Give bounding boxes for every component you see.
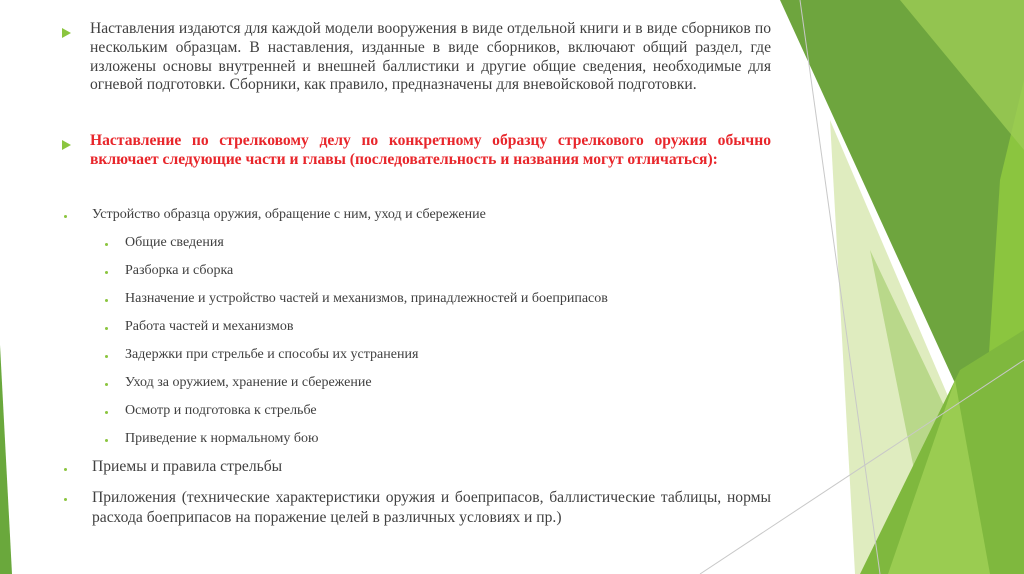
dot-bullet-l2 bbox=[105, 355, 108, 358]
sub-item-7: Осмотр и подготовка к стрельбе bbox=[125, 403, 317, 418]
dot-bullet-l2 bbox=[105, 243, 108, 246]
dot-bullet-l2 bbox=[105, 383, 108, 386]
sub-item-8: Приведение к нормальному бою bbox=[125, 431, 319, 446]
dot-bullet-l2 bbox=[105, 299, 108, 302]
dot-bullet-l2 bbox=[105, 327, 108, 330]
dot-bullet-l2 bbox=[105, 271, 108, 274]
paragraph-2-highlight: Наставление по стрелковому делу по конкретному образцу стрелкового оружия обычно включает следующие части и главы (последовательность и названия могут отличаться): bbox=[90, 132, 771, 168]
dot-bullet-l2 bbox=[105, 411, 108, 414]
arrow-bullet-2 bbox=[62, 140, 71, 150]
paragraph-1: Наставления издаются для каждой модели вооружения в виде отдельной книги и в виде сборников по нескольким образцам. В наставления, изданные в виде сборников, включают общий раздел, где изложены основы внутренней и внешней баллистики и другие общие сведения, необходимые для огневой подготовки. Сборники, как правило, предназначены для вневойсковой подготовки. bbox=[90, 20, 771, 94]
arrow-bullet-1 bbox=[62, 28, 71, 38]
list-item-3: Приложения (технические характеристики оружия и боеприпасов, баллистические таблицы, нормы расхода боеприпасов на поражение целей в различных условиях и пр.) bbox=[92, 489, 771, 526]
dot-bullet-l1 bbox=[64, 468, 67, 471]
sub-item-1: Общие сведения bbox=[125, 235, 224, 250]
sub-item-2: Разборка и сборка bbox=[125, 263, 234, 278]
sub-item-4: Работа частей и механизмов bbox=[125, 319, 294, 334]
sub-item-6: Уход за оружием, хранение и сбережение bbox=[125, 375, 372, 390]
dot-bullet-l2 bbox=[105, 439, 108, 442]
dot-bullet-l1 bbox=[64, 498, 67, 501]
dot-bullet-l1 bbox=[64, 215, 67, 218]
sub-item-3: Назначение и устройство частей и механизмов, принадлежностей и боеприпасов bbox=[125, 291, 608, 306]
list-item-2: Приемы и правила стрельбы bbox=[92, 458, 283, 475]
sub-item-5: Задержки при стрельбе и способы их устранения bbox=[125, 347, 419, 362]
list-item-1: Устройство образца оружия, обращение с ним, уход и сбережение bbox=[92, 207, 486, 222]
